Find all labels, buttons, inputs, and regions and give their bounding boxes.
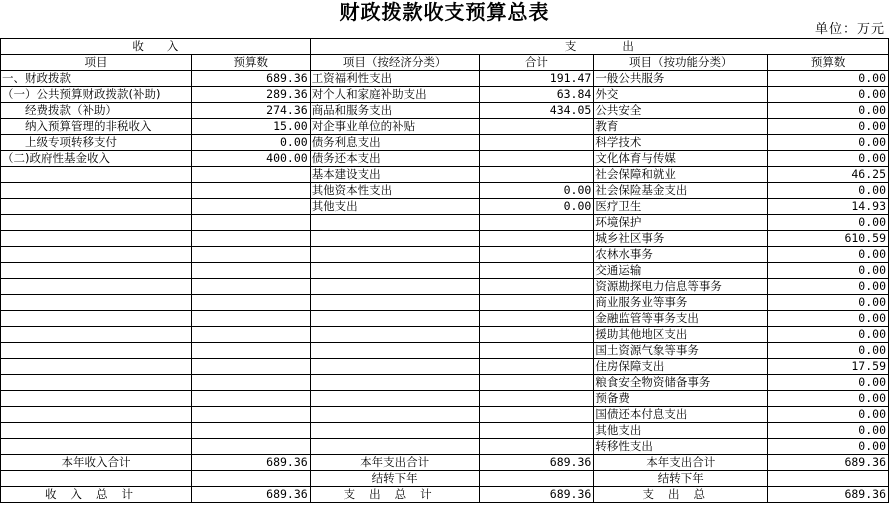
func-item: 农林水事务 xyxy=(594,247,768,263)
column-header-row xyxy=(1,55,889,71)
table-row xyxy=(1,439,889,455)
econ-item: 其他支出 xyxy=(310,199,479,215)
func-value: 0.00 xyxy=(768,311,889,327)
func-item: 住房保障支出 xyxy=(594,359,768,375)
econ-value xyxy=(479,167,594,183)
func-value: 0.00 xyxy=(768,407,889,423)
func-item: 文化体育与传媒 xyxy=(594,151,768,167)
table-row xyxy=(1,199,889,215)
econ-value: 434.05 xyxy=(479,103,594,119)
econ-value: 0.00 xyxy=(479,183,594,199)
table-row xyxy=(1,343,889,359)
unit-label: 单位：万元 xyxy=(814,22,885,37)
econ-item-header: 项目（按经济分类） xyxy=(310,55,479,71)
table-row xyxy=(1,327,889,343)
func-value: 0.00 xyxy=(768,119,889,135)
income-value: 400.00 xyxy=(191,151,310,167)
func-value: 0.00 xyxy=(768,327,889,343)
func-item: 国土资源气象等事务 xyxy=(594,343,768,359)
econ-item: 对企事业单位的补贴 xyxy=(310,119,479,135)
table-row xyxy=(1,103,889,119)
income-item-header: 项目 xyxy=(1,55,192,71)
year-expense-label-func: 本年支出合计 xyxy=(594,455,768,471)
func-item: 医疗卫生 xyxy=(594,199,768,215)
carry-label-func: 结转下年 xyxy=(594,471,768,487)
econ-item: 商品和服务支出 xyxy=(310,103,479,119)
func-item: 环境保护 xyxy=(594,215,768,231)
income-group-header: 收 入 xyxy=(1,39,311,55)
econ-value xyxy=(479,151,594,167)
income-value: 0.00 xyxy=(191,135,310,151)
expense-group-header: 支 出 xyxy=(310,39,888,55)
econ-item: 其他资本性支出 xyxy=(310,183,479,199)
table-row xyxy=(1,183,889,199)
func-item: 金融监管等事务支出 xyxy=(594,311,768,327)
func-item: 粮食安全物资储备事务 xyxy=(594,375,768,391)
table-row xyxy=(1,263,889,279)
func-item: 交通运输 xyxy=(594,263,768,279)
income-item: 一、财政拨款 xyxy=(1,71,192,87)
expense-total-value: 689.36 xyxy=(479,487,594,503)
func-item: 其他支出 xyxy=(594,423,768,439)
table-row xyxy=(1,151,889,167)
func-value: 610.59 xyxy=(768,231,889,247)
func-item-header: 项目（按功能分类） xyxy=(594,55,768,71)
func-value: 0.00 xyxy=(768,215,889,231)
table-row xyxy=(1,359,889,375)
income-item: 上级专项转移支付 xyxy=(1,135,192,151)
func-value: 0.00 xyxy=(768,439,889,455)
econ-item: 债务还本支出 xyxy=(310,151,479,167)
func-item: 资源勘探电力信息等事务 xyxy=(594,279,768,295)
func-item: 商业服务业等事务 xyxy=(594,295,768,311)
econ-value xyxy=(479,119,594,135)
year-total-row xyxy=(1,455,889,471)
expense-total-value-func: 689.36 xyxy=(768,487,889,503)
income-item: （一）公共预算财政拨款(补助) xyxy=(1,87,192,103)
func-value: 0.00 xyxy=(768,295,889,311)
group-header-row xyxy=(1,39,889,55)
func-value: 0.00 xyxy=(768,71,889,87)
func-item: 社会保险基金支出 xyxy=(594,183,768,199)
func-value: 0.00 xyxy=(768,279,889,295)
year-expense-value-func: 689.36 xyxy=(768,455,889,471)
func-item: 一般公共服务 xyxy=(594,71,768,87)
table-row xyxy=(1,311,889,327)
func-value: 0.00 xyxy=(768,391,889,407)
func-item: 社会保障和就业 xyxy=(594,167,768,183)
func-value: 0.00 xyxy=(768,247,889,263)
func-value: 0.00 xyxy=(768,263,889,279)
income-item: （二)政府性基金收入 xyxy=(1,151,192,167)
func-value: 0.00 xyxy=(768,183,889,199)
func-item: 援助其他地区支出 xyxy=(594,327,768,343)
func-value: 46.25 xyxy=(768,167,889,183)
func-item: 公共安全 xyxy=(594,103,768,119)
table-row xyxy=(1,135,889,151)
table-row xyxy=(1,295,889,311)
func-item: 城乡社区事务 xyxy=(594,231,768,247)
econ-item: 债务利息支出 xyxy=(310,135,479,151)
econ-value: 191.47 xyxy=(479,71,594,87)
expense-total-label-func: 支出总 xyxy=(594,487,768,503)
func-value: 14.93 xyxy=(768,199,889,215)
func-value: 0.00 xyxy=(768,375,889,391)
budget-table xyxy=(0,38,889,503)
econ-item: 对个人和家庭补助支出 xyxy=(310,87,479,103)
table-row xyxy=(1,247,889,263)
income-value: 274.36 xyxy=(191,103,310,119)
page-title: 财政拨款收支预算总表 xyxy=(339,0,550,24)
year-expense-label: 本年支出合计 xyxy=(310,455,479,471)
econ-item: 基本建设支出 xyxy=(310,167,479,183)
table-row xyxy=(1,119,889,135)
table-row xyxy=(1,391,889,407)
func-value: 0.00 xyxy=(768,103,889,119)
econ-total-header: 合计 xyxy=(479,55,594,71)
func-item: 国债还本付息支出 xyxy=(594,407,768,423)
income-item: 经费拨款（补助） xyxy=(1,103,192,119)
table-row xyxy=(1,87,889,103)
carry-row xyxy=(1,471,889,487)
func-value: 17.59 xyxy=(768,359,889,375)
table-row xyxy=(1,375,889,391)
year-expense-value: 689.36 xyxy=(479,455,594,471)
income-total-value: 689.36 xyxy=(191,487,310,503)
income-total-label: 收入总计 xyxy=(1,487,192,503)
econ-item: 工资福利性支出 xyxy=(310,71,479,87)
table-row xyxy=(1,167,889,183)
econ-value: 0.00 xyxy=(479,199,594,215)
func-value: 0.00 xyxy=(768,87,889,103)
income-value: 689.36 xyxy=(191,71,310,87)
func-value: 0.00 xyxy=(768,423,889,439)
func-value: 0.00 xyxy=(768,343,889,359)
expense-total-label: 支出总计 xyxy=(310,487,479,503)
func-item: 转移性支出 xyxy=(594,439,768,455)
table-row xyxy=(1,231,889,247)
func-item: 预备费 xyxy=(594,391,768,407)
table-row xyxy=(1,215,889,231)
year-income-value: 689.36 xyxy=(191,455,310,471)
econ-value: 63.84 xyxy=(479,87,594,103)
func-value: 0.00 xyxy=(768,135,889,151)
income-budget-header: 预算数 xyxy=(191,55,310,71)
income-value: 15.00 xyxy=(191,119,310,135)
grand-total-row xyxy=(1,487,889,503)
table-row xyxy=(1,423,889,439)
func-budget-header: 预算数 xyxy=(768,55,889,71)
func-item: 外交 xyxy=(594,87,768,103)
year-income-label: 本年收入合计 xyxy=(1,455,192,471)
carry-label: 结转下年 xyxy=(310,471,479,487)
func-item: 科学技术 xyxy=(594,135,768,151)
table-row xyxy=(1,279,889,295)
income-item: 纳入预算管理的非税收入 xyxy=(1,119,192,135)
table-row xyxy=(1,407,889,423)
income-value: 289.36 xyxy=(191,87,310,103)
func-value: 0.00 xyxy=(768,151,889,167)
func-item: 教育 xyxy=(594,119,768,135)
econ-value xyxy=(479,135,594,151)
table-row xyxy=(1,71,889,87)
